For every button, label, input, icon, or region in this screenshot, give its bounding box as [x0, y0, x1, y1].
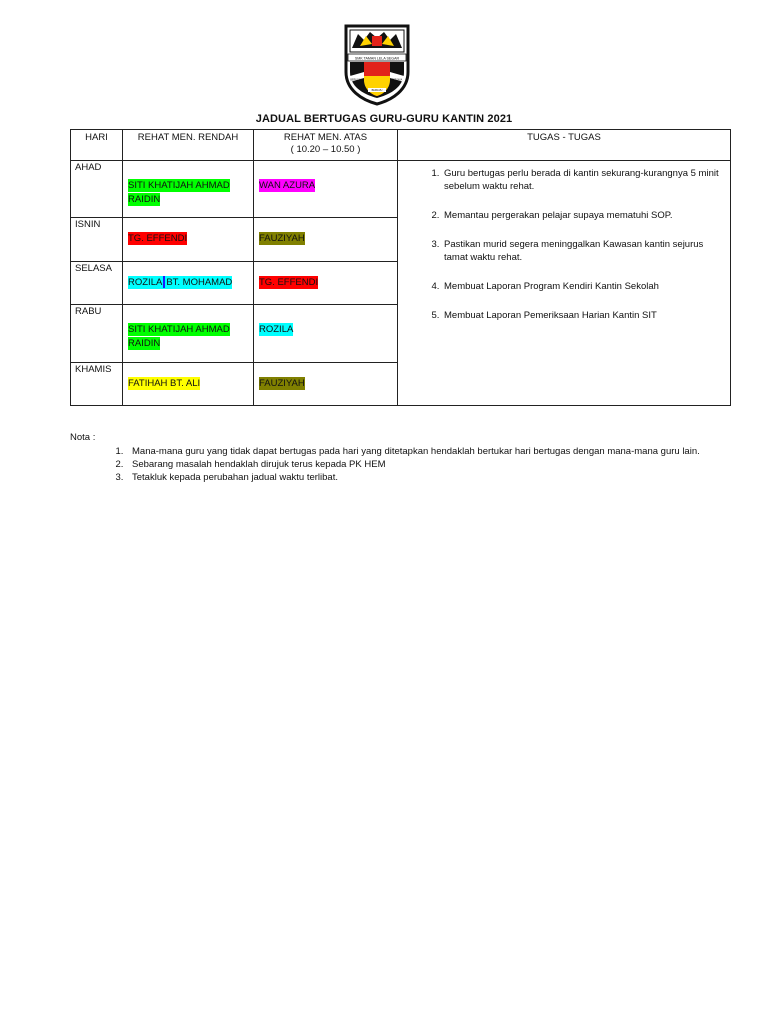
school-crest-logo: [342, 22, 412, 106]
lower-break-teacher-first: ROZILA: [128, 277, 163, 288]
day-cell: AHAD: [75, 162, 102, 173]
lower-break-teacher: SITI KHATIJAH AHMAD RAIDIN: [128, 324, 230, 349]
crest-motto-right: BERJAYA: [391, 78, 403, 82]
text-cursor: [163, 276, 165, 288]
list-item: 1. Guru bertugas perlu berada di kantin sekurang-kurangnya 5 minit sebelum waktu rehat.: [442, 167, 722, 193]
list-item: 5. Membuat Laporan Pemeriksaan Harian Kantin SIT: [442, 309, 722, 322]
day-cell: RABU: [75, 306, 102, 317]
lower-break-teacher: FATIHAH BT. ALI: [128, 378, 201, 389]
list-item: 1. Mana-mana guru yang tidak dapat bertugas pada hari yang ditetapkan hendaklah bertukar hari bertugas dengan mana-mana guru lain.: [126, 445, 710, 458]
header-upper-label: REHAT MEN. ATAS: [283, 132, 368, 143]
day-cell: KHAMIS: [75, 364, 112, 375]
list-item: 2. Memantau pergerakan pelajar supaya mematuhi SOP.: [442, 209, 722, 222]
document-title: JADUAL BERTUGAS GURU-GURU KANTIN 2021: [255, 113, 513, 125]
upper-break-teacher: WAN AZURA: [259, 180, 316, 191]
table-header-row: [71, 130, 731, 161]
lower-break-teacher-rest: BT. MOHAMAD: [166, 277, 233, 288]
upper-break-teacher: FAUZIYAH: [259, 233, 305, 244]
crest-motto-bottom: BERILMU: [371, 89, 383, 93]
tasks-list: [420, 167, 722, 322]
header-upper-break: [254, 130, 398, 161]
header-tasks: TUGAS - TUGAS: [398, 130, 731, 161]
day-cell: ISNIN: [75, 219, 101, 230]
header-lower-break: REHAT MEN. RENDAH: [123, 130, 254, 161]
upper-break-teacher: TG. EFFENDI: [259, 277, 319, 288]
list-item: 2. Sebarang masalah hendaklah dirujuk terus kepada PK HEM: [126, 458, 710, 471]
notes-list: [70, 445, 710, 484]
list-item: 4. Membuat Laporan Program Kendiri Kantin Sekolah: [442, 280, 722, 293]
list-item: 3. Pastikan murid segera meninggalkan Kawasan kantin sejurus tamat waktu rehat.: [442, 238, 722, 264]
upper-break-teacher: ROZILA: [259, 324, 294, 335]
notes-section: [70, 432, 710, 484]
duty-schedule-table: [70, 129, 731, 406]
lower-break-teacher: SITI KHATIJAH AHMAD RAIDIN: [128, 180, 230, 205]
crest-motto-left: BERUSAHA: [350, 78, 364, 82]
lower-break-teacher: TG. EFFENDI: [128, 233, 188, 244]
table-row: [71, 161, 731, 218]
notes-label: Nota :: [70, 432, 96, 443]
day-cell: SELASA: [75, 263, 112, 274]
crest-banner-text: SMK TAMAN LELA SEGAR: [354, 56, 400, 61]
list-item: 3. Tetakluk kepada perubahan jadual waktu terlibat.: [126, 471, 710, 484]
tasks-cell: [398, 161, 731, 406]
header-day: HARI: [71, 130, 123, 161]
upper-break-teacher: FAUZIYAH: [259, 378, 305, 389]
header-upper-time: ( 10.20 – 10.50 ): [290, 144, 361, 155]
